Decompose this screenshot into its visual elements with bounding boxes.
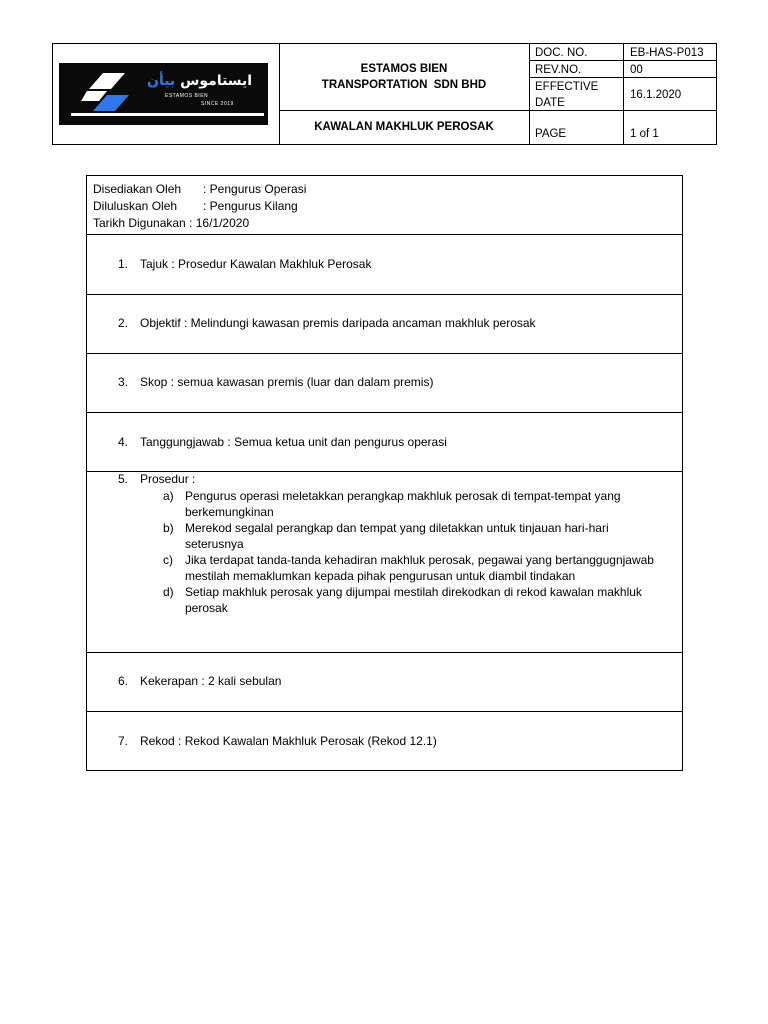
step-letter: b) xyxy=(163,521,174,535)
item-number: 6. xyxy=(118,674,129,688)
section-title xyxy=(87,235,682,295)
document-header xyxy=(52,43,717,145)
list-item xyxy=(118,435,447,449)
meta-row-effective-date xyxy=(529,78,716,111)
logo-cell xyxy=(53,44,280,144)
item-number: 2. xyxy=(118,316,129,330)
meta-row-page xyxy=(529,111,716,144)
item-number: 1. xyxy=(118,257,129,271)
procedure-step xyxy=(163,520,663,552)
item-text: Rekod : Rekod Kawalan Makhluk Perosak (Rekod 12.1) xyxy=(140,734,437,748)
date-used-row xyxy=(93,215,682,232)
document-title: KAWALAN MAKHLUK PEROSAK xyxy=(279,110,530,144)
item-number: 4. xyxy=(118,435,129,449)
meta-row-doc-no xyxy=(529,44,716,61)
logo-brand-text: ESTAMOS BIEN xyxy=(165,93,209,99)
list-item xyxy=(118,674,281,688)
list-item xyxy=(118,316,536,330)
list-item xyxy=(118,734,437,748)
item-text: Skop : semua kawasan premis (luar dan dalam premis) xyxy=(140,375,434,389)
document-meta xyxy=(529,44,716,144)
date-used-label: Tarikh Digunakan xyxy=(93,216,186,230)
procedure-step xyxy=(163,584,663,616)
step-letter: d) xyxy=(163,585,174,599)
item-text: Kekerapan : 2 kali sebulan xyxy=(140,674,282,688)
meta-value: 16.1.2020 xyxy=(630,89,682,101)
step-text: Jika terdapat tanda-tanda kehadiran makhluk perosak, pegawai yang bertanggugnjawab mestilah memaklumkan kepada pihak pengurusan untuk diambil tindakan xyxy=(185,553,654,583)
item-number: 5. xyxy=(118,472,129,486)
procedure-table xyxy=(86,175,683,771)
item-text: Objektif : Melindungi kawasan premis daripada ancaman makhluk perosak xyxy=(140,316,536,330)
company-line-2: TRANSPORTATION SDN BHD xyxy=(321,79,487,91)
company-name xyxy=(279,44,530,111)
meta-value: 00 xyxy=(630,64,643,76)
list-item xyxy=(118,472,195,486)
item-text: Tanggungjawab : Semua ketua unit dan pengurus operasi xyxy=(140,435,447,449)
logo-since-text: SINCE 2019 xyxy=(201,101,234,107)
prepared-by-row xyxy=(93,181,682,198)
prepared-section xyxy=(87,176,682,235)
item-number: 7. xyxy=(118,734,129,748)
prepared-by-value: : Pengurus Operasi xyxy=(203,182,307,196)
meta-value: 1 of 1 xyxy=(630,128,659,140)
company-line-1: ESTAMOS BIEN xyxy=(360,63,448,75)
meta-key: PAGE xyxy=(529,111,624,144)
date-used-value: : 16/1/2020 xyxy=(189,216,250,230)
section-objective xyxy=(87,295,682,354)
item-text: Tajuk : Prosedur Kawalan Makhluk Perosak xyxy=(140,257,372,271)
section-scope xyxy=(87,354,682,413)
meta-key: EFFECTIVE DATE xyxy=(529,78,624,110)
section-record xyxy=(87,712,682,770)
logo-arabic-text: ايستاموس بيأن xyxy=(147,73,253,89)
prepared-by-label: Disediakan Oleh xyxy=(93,182,182,196)
meta-key: DOC. NO. xyxy=(529,44,624,60)
procedure-step xyxy=(163,488,663,520)
list-item xyxy=(118,257,371,271)
list-item xyxy=(118,375,433,389)
approved-by-value: : Pengurus Kilang xyxy=(203,199,298,213)
section-responsibility xyxy=(87,413,682,472)
step-text: Merekod segalal perangkap dan tempat yang diletakkan untuk tinjauan hari-hari seterusnya xyxy=(185,521,609,551)
item-text: Prosedur : xyxy=(140,472,196,486)
step-text: Pengurus operasi meletakkan perangkap makhluk perosak di tempat-tempat yang berkemungkinan xyxy=(185,489,621,519)
procedure-step xyxy=(163,552,663,584)
step-text: Setiap makhluk perosak yang dijumpai mestilah direkodkan di rekod kawalan makhluk perosak xyxy=(185,585,642,615)
procedure-sublist xyxy=(163,488,663,616)
section-frequency xyxy=(87,653,682,712)
approved-by-row xyxy=(93,198,682,215)
meta-value: EB-HAS-P013 xyxy=(630,47,704,59)
company-logo xyxy=(59,63,268,125)
logo-mark-icon xyxy=(81,69,141,119)
step-letter: a) xyxy=(163,489,174,503)
logo-underline xyxy=(71,113,264,116)
section-procedure xyxy=(87,472,682,653)
approved-by-label: Diluluskan Oleh xyxy=(93,199,178,213)
meta-key: REV.NO. xyxy=(529,61,624,77)
step-letter: c) xyxy=(163,553,173,567)
item-number: 3. xyxy=(118,375,129,389)
meta-row-rev-no xyxy=(529,61,716,78)
